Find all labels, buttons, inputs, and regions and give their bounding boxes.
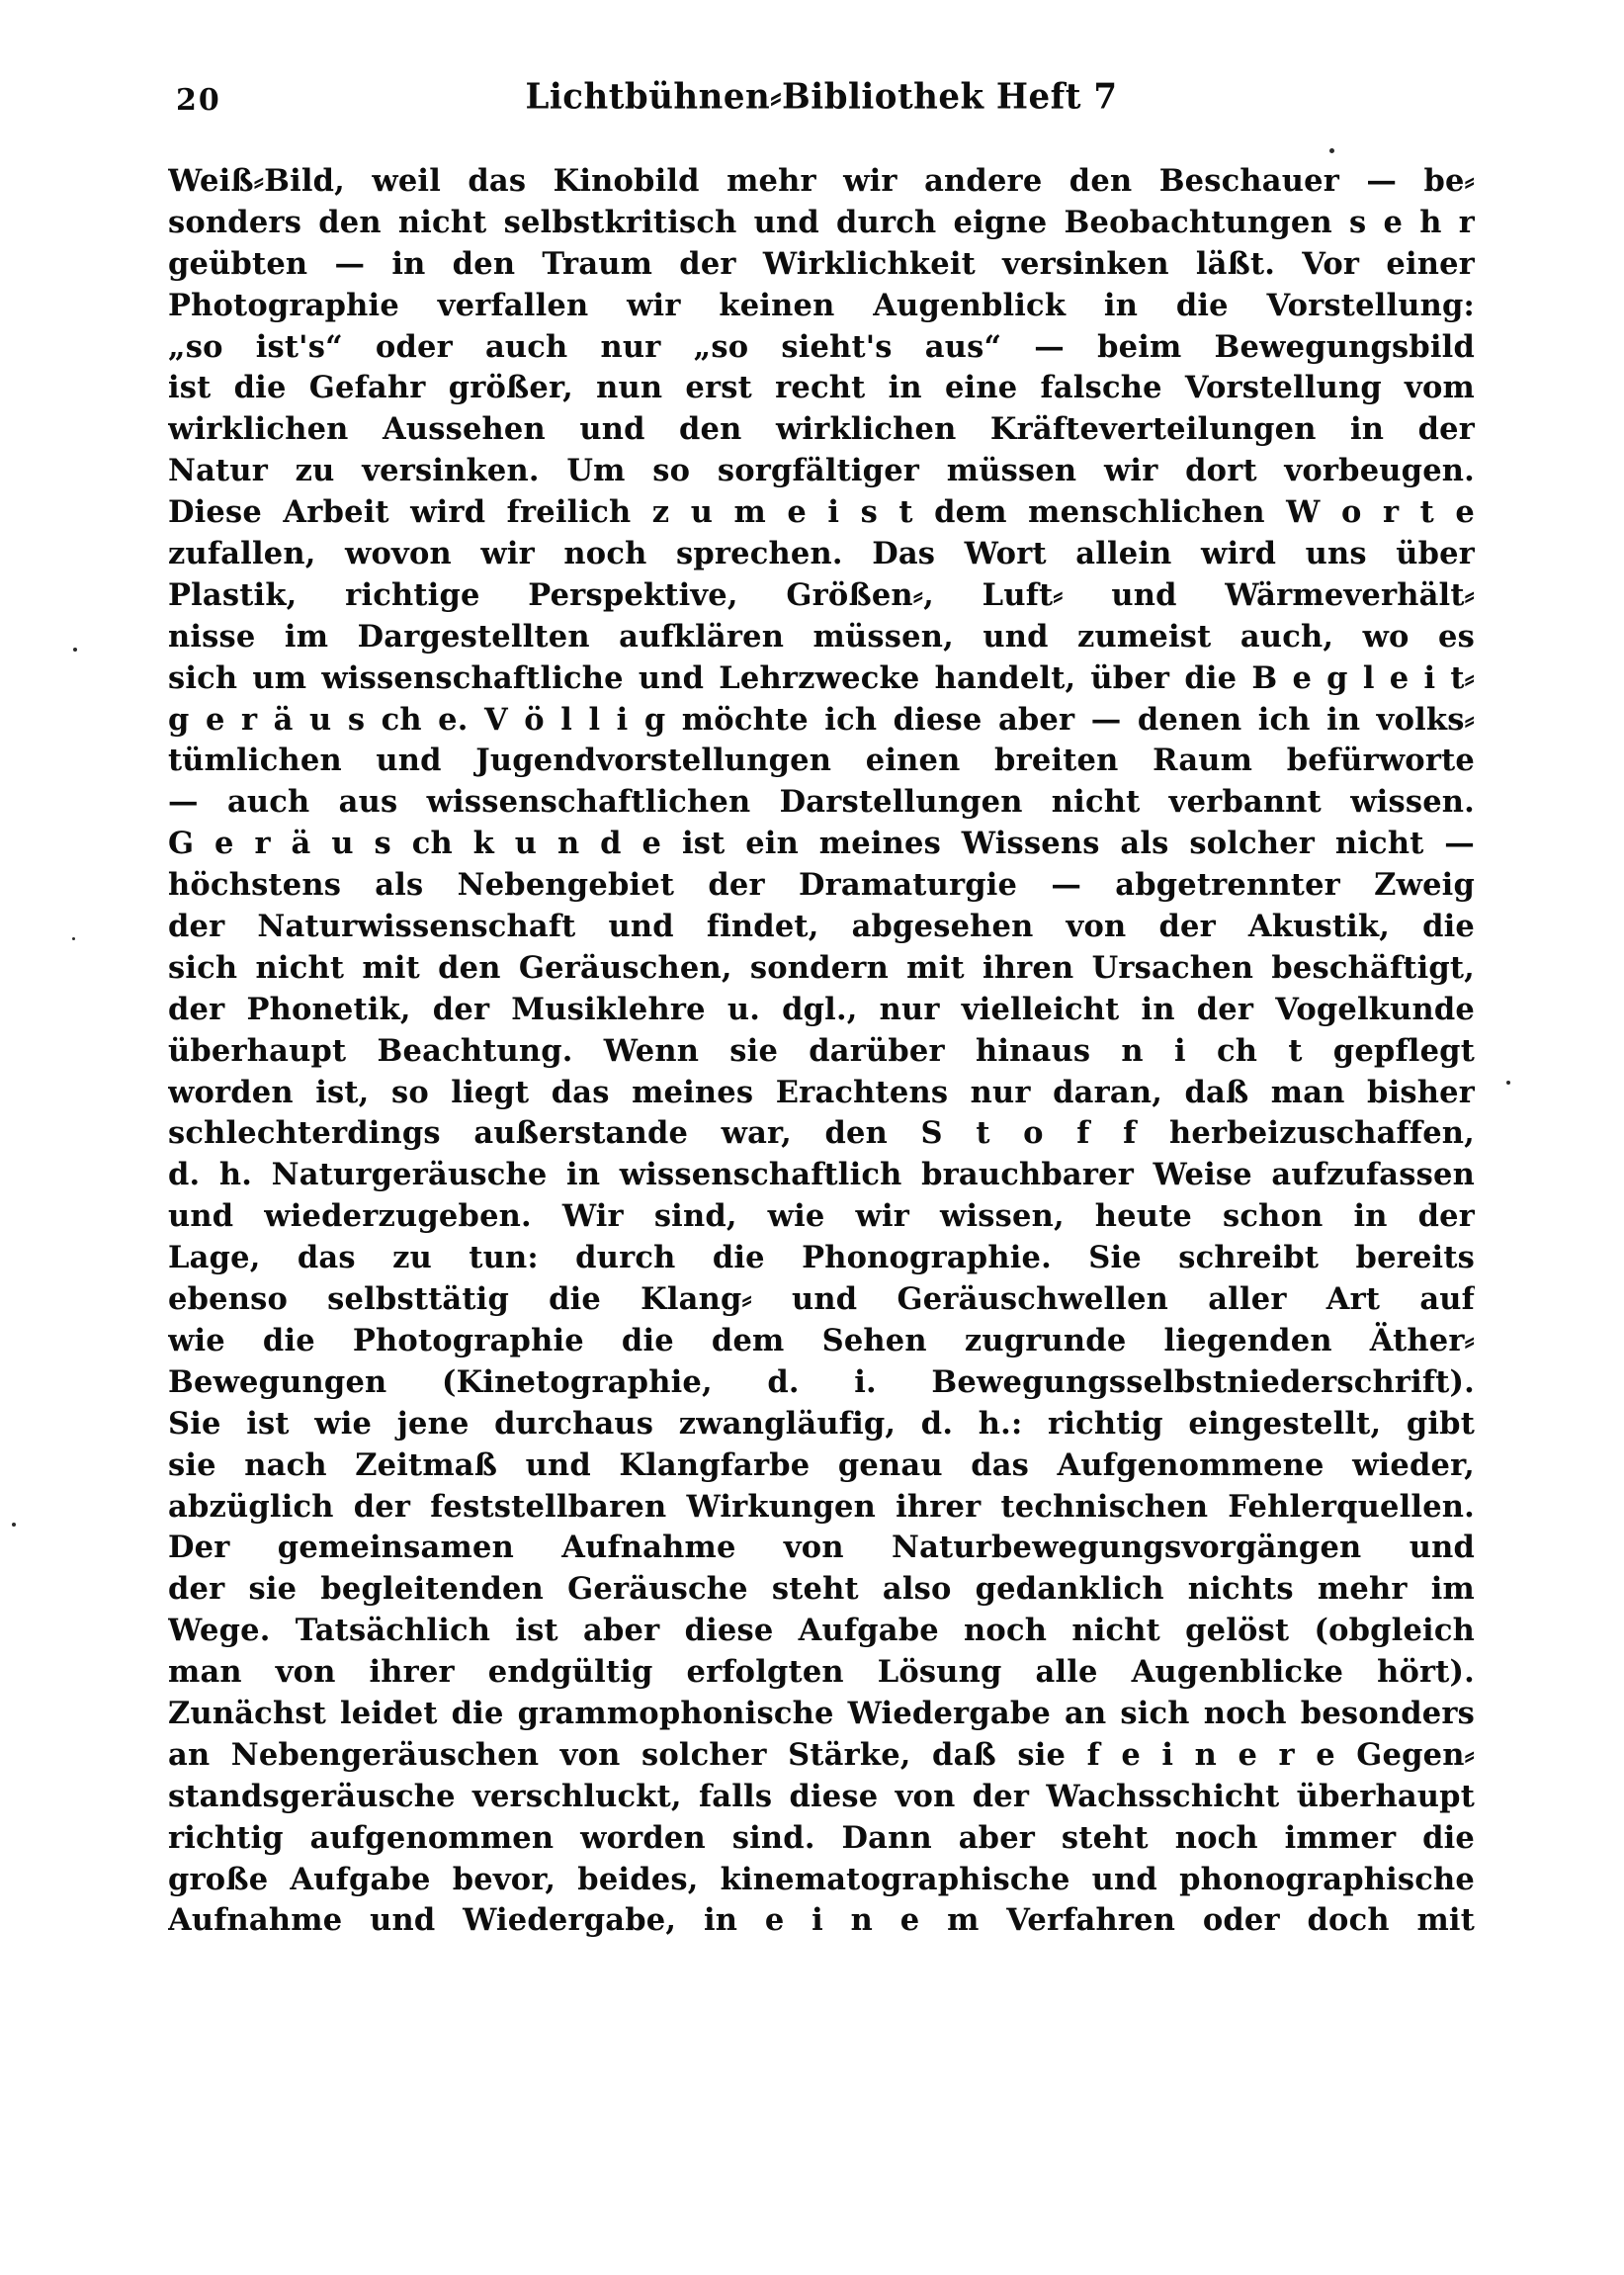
page-header — [168, 77, 1475, 125]
text-line: wie die Photographie die dem Sehen zugrunde liegenden Äther⸗ — [168, 1322, 1475, 1358]
text-line: d. h. Naturgeräusche in wissenschaftlich brauchbarer Weise aufzufassen — [168, 1157, 1475, 1193]
text-line: Diese Arbeit wird freilich z u m e i s t dem menschlichen W o r t e — [168, 494, 1475, 531]
text-line: „so ist's“ oder auch nur „so sieht's aus“ — beim Bewegungsbild — [168, 328, 1475, 365]
text-line: an Nebengeräuschen von solcher Stärke, daß sie f e i n e r e Gegen⸗ — [168, 1736, 1475, 1773]
text-line: Wege. Tatsächlich ist aber diese Aufgabe noch nicht gelöst (obgleich — [168, 1613, 1475, 1649]
text-line: Aufnahme und Wiedergabe, in e i n e m Verfahren oder doch mit — [168, 1902, 1475, 1939]
text-line: Weiß⸗Bild, weil das Kinobild mehr wir andere den Beschauer — be⸗ — [168, 163, 1475, 199]
text-line: höchstens als Nebengebiet der Dramaturgie — abgetrennter Zweig — [168, 867, 1475, 904]
text-line: g e r ä u s ch e. V ö l l i g möchte ich diese aber — denen ich in volks⸗ — [168, 701, 1475, 738]
text-line: Photographie verfallen wir keinen Augenblick in die Vorstellung: — [168, 287, 1475, 323]
scan-speck — [72, 937, 75, 940]
scan-speck — [1329, 148, 1334, 153]
page-number: 20 — [176, 83, 221, 118]
text-line: der Naturwissenschaft und findet, abgesehen von der Akustik, die — [168, 909, 1475, 945]
text-line: Plastik, richtige Perspektive, Größen⸗, Luft⸗ und Wärmeverhält⸗ — [168, 576, 1475, 613]
text-line: tümlichen und Jugendvorstellungen einen breiten Raum befürworte — [168, 743, 1475, 779]
text-line: geübten — in den Traum der Wirklichkeit versinken läßt. Vor einer — [168, 245, 1475, 282]
text-line: der Phonetik, der Musiklehre u. dgl., nur vielleicht in der Vogelkunde — [168, 991, 1475, 1027]
text-line: man von ihrer endgültig erfolgten Lösung alle Augenblicke hört). — [168, 1654, 1475, 1691]
text-line: ebenso selbsttätig die Klang⸗ und Geräuschwellen aller Art auf — [168, 1281, 1475, 1318]
scan-speck — [73, 648, 77, 652]
scan-speck — [1506, 1081, 1510, 1085]
text-line: sich um wissenschaftliche und Lehrzwecke handelt, über die B e g l e i t⸗ — [168, 659, 1475, 696]
text-line: G e r ä u s ch k u n d e ist ein meines Wissens als solcher nicht — — [168, 826, 1475, 862]
text-line: richtig aufgenommen worden sind. Dann aber steht noch immer die — [168, 1819, 1475, 1856]
text-line: nisse im Dargestellten aufklären müssen, und zumeist auch, wo es — [168, 618, 1475, 655]
text-line: abzüglich der feststellbaren Wirkungen ihrer technischen Fehlerquellen. — [168, 1488, 1475, 1525]
text-line: sich nicht mit den Geräuschen, sondern mit ihren Ursachen beschäftigt, — [168, 949, 1475, 986]
running-header-title: Lichtbühnen⸗Bibliothek Heft 7 — [525, 76, 1118, 118]
text-line: Bewegungen (Kinetographie, d. i. Bewegungsselbstniederschrift). — [168, 1363, 1475, 1400]
body-text-block — [168, 161, 1475, 1942]
text-line: worden ist, so liegt das meines Erachtens nur daran, daß man bisher — [168, 1074, 1475, 1110]
text-line: Lage, das zu tun: durch die Phonographie. Sie schreibt bereits — [168, 1240, 1475, 1276]
text-line: und wiederzugeben. Wir sind, wie wir wissen, heute schon in der — [168, 1198, 1475, 1235]
text-line: wirklichen Aussehen und den wirklichen Kräfteverteilungen in der — [168, 411, 1475, 448]
text-line: Der gemeinsamen Aufnahme von Naturbewegungsvorgängen und — [168, 1530, 1475, 1566]
text-line: schlechterdings außerstande war, den S t o f f herbeizuschaffen, — [168, 1115, 1475, 1152]
text-line: der sie begleitenden Geräusche steht also gedanklich nichts mehr im — [168, 1571, 1475, 1608]
text-line: überhaupt Beachtung. Wenn sie darüber hinaus n i ch t gepflegt — [168, 1032, 1475, 1069]
text-line: standsgeräusche verschluckt, falls diese von der Wachsschicht überhaupt — [168, 1778, 1475, 1814]
text-line: ist die Gefahr größer, nun erst recht in eine falsche Vorstellung vom — [168, 370, 1475, 406]
text-line: Natur zu versinken. Um so sorgfältiger müssen wir dort vorbeugen. — [168, 453, 1475, 489]
scan-speck — [12, 1523, 16, 1527]
text-line: sonders den nicht selbstkritisch und durch eigne Beobachtungen s e h r — [168, 204, 1475, 240]
text-line: Zunächst leidet die grammophonische Wiedergabe an sich noch besonders — [168, 1695, 1475, 1731]
text-line: sie nach Zeitmaß und Klangfarbe genau das Aufgenommene wieder, — [168, 1446, 1475, 1483]
text-line: zufallen, wovon wir noch sprechen. Das Wort allein wird uns über — [168, 536, 1475, 572]
text-line: Sie ist wie jene durchaus zwangläufig, d. h.: richtig eingestellt, gibt — [168, 1405, 1475, 1442]
text-line: große Aufgabe bevor, beides, kinematographische und phonographische — [168, 1861, 1475, 1897]
text-line: — auch aus wissenschaftlichen Darstellungen nicht verbannt wissen. — [168, 784, 1475, 821]
